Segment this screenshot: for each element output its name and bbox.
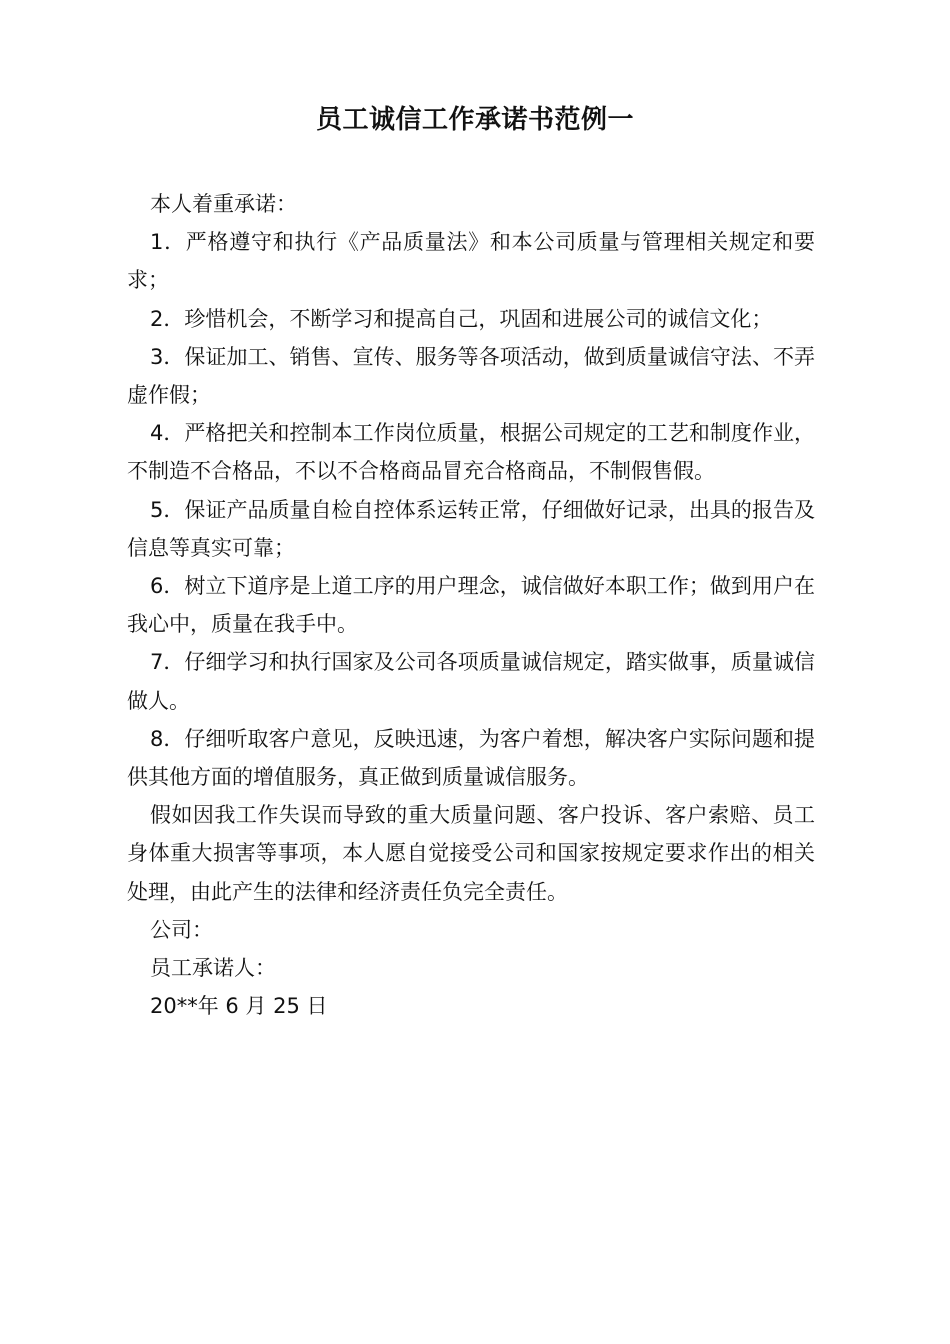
commitment-item-7: 7．仔细学习和执行国家及公司各项质量诚信规定，踏实做事，质量诚信做人。 bbox=[127, 650, 815, 713]
commitment-item-4: 4．严格把关和控制本工作岗位质量，根据公司规定的工艺和制度作业，不制造不合格品，不以不合格商品冒充合格商品，不制假售假。 bbox=[127, 421, 815, 484]
commitment-item-1: 1．严格遵守和执行《产品质量法》和本公司质量与管理相关规定和要求； bbox=[127, 230, 815, 293]
document-title: 员工诚信工作承诺书范例一 bbox=[315, 105, 634, 135]
commitment-item-8: 8．仔细听取客户意见，反映迅速，为客户着想，解决客户实际问题和提供其他方面的增值服务，真正做到质量诚信服务。 bbox=[127, 726, 815, 790]
date-line: 20**年 6 月 25 日 bbox=[150, 994, 328, 1019]
company-line: 公司： bbox=[150, 917, 213, 942]
liability-paragraph: 假如因我工作失误而导致的重大质量问题、客户投诉、客户索赔、员工身体重大损害等事项，本人愿自觉接受公司和国家按规定要求作出的相关处理，由此产生的法律和经济责任负完全责任。 bbox=[127, 803, 815, 904]
commitment-item-5: 5．保证产品质量自检自控体系运转正常，仔细做好记录，出具的报告及信息等真实可靠； bbox=[127, 497, 815, 560]
commitment-item-6: 6．树立下道序是上道工序的用户理念，诚信做好本职工作；做到用户在我心中，质量在我手中。 bbox=[127, 574, 815, 637]
commitment-item-2: 2．珍惜机会，不断学习和提高自己，巩固和进展公司的诚信文化； bbox=[150, 306, 773, 331]
commitment-item-3: 3．保证加工、销售、宣传、服务等各项活动，做到质量诚信守法、不弄虚作假； bbox=[127, 344, 815, 408]
signatory-line: 员工承诺人： bbox=[150, 956, 276, 981]
intro-paragraph: 本人着重承诺： bbox=[150, 192, 297, 216]
document-body bbox=[127, 185, 815, 1025]
